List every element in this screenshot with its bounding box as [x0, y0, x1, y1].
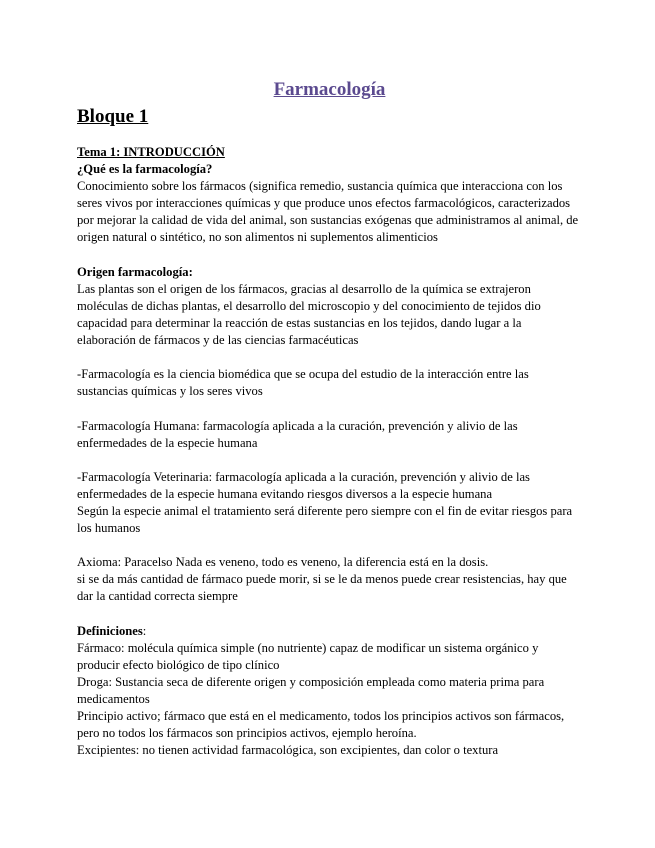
document-body — [77, 144, 582, 759]
axioma-detail-paragraph: si se da más cantidad de fármaco puede morir, si se le da menos puede crear resistencias, hay que dar la cantidad correcta siempre — [77, 572, 567, 604]
document-page — [77, 78, 582, 759]
definiciones-colon: : — [142, 623, 147, 638]
paragraph-gap — [77, 247, 582, 264]
que-es-heading: ¿Qué es la farmacología? — [77, 162, 213, 177]
que-es-paragraph: Conocimiento sobre los fármacos (significa remedio, sustancia química que interacciona con los seres vivos por interacciones químicas y que produce unos efectos farmacológicos, caracterizados por mejorar la calidad de vida del animal, son sustancias exógenas que administramos al animal, de origen natural o sintético, no son alimentos ni suplementos alimenticios — [77, 179, 579, 245]
farmacologia-definition: -Farmacología es la ciencia biomédica que se ocupa del estudio de la interacción entre las sustancias químicas y los seres vivos — [77, 367, 529, 399]
block-heading: Bloque 1 — [77, 106, 149, 127]
definition-principio-activo: Principio activo; fármaco que está en el medicamento, todos los principios activos son fármacos, pero no todos los fármacos son principios activos, ejemplo heroína. — [77, 709, 565, 741]
paragraph-gap — [77, 452, 582, 469]
definition-excipientes: Excipientes: no tienen actividad farmacológica, son excipientes, dan color o textura — [77, 743, 499, 758]
paragraph-gap — [77, 537, 582, 554]
paragraph-gap — [77, 349, 582, 366]
axioma-paragraph: Axioma: Paracelso Nada es veneno, todo es veneno, la diferencia está en la dosis. — [77, 555, 489, 570]
paragraph-gap — [77, 400, 582, 417]
origen-paragraph: Las plantas son el origen de los fármacos, gracias al desarrollo de la química se extrajeron moléculas de dichas plantas, el desarrollo del microscopio y del conocimiento de tejidos dio capacidad para determinar la reacción de estas sustancias en los tejidos, dando lugar a la elaboración de fármacos y de las ciencias farmacéuticas — [77, 281, 541, 348]
paragraph-gap — [77, 606, 582, 623]
origen-heading: Origen farmacología: — [77, 264, 193, 279]
tema-heading: Tema 1: INTRODUCCIÓN — [77, 145, 225, 159]
farmacologia-veterinaria: -Farmacología Veterinaria: farmacología aplicada a la curación, prevención y alivio de las enfermedades de la especie humana evitando riesgos diversos a la especie humana — [77, 469, 530, 501]
definiciones-heading: Definiciones — [77, 623, 143, 638]
document-title: Farmacología — [273, 79, 386, 100]
farmacologia-humana: -Farmacología Humana: farmacología aplicada a la curación, prevención y alivio de las enfermedades de la especie humana — [77, 418, 518, 450]
definition-farmaco: Fármaco: molécula química simple (no nutriente) capaz de modificar un sistema orgánico y producir efecto biológico de tipo clínico — [77, 640, 539, 672]
definiciones-heading-line — [77, 623, 582, 640]
definition-droga: Droga: Sustancia seca de diferente origen y composición empleada como materia prima para medicamentos — [77, 674, 545, 706]
segun-especie-paragraph: Según la especie animal el tratamiento será diferente pero siempre con el fin de evitar riesgos para los humanos — [77, 503, 573, 536]
